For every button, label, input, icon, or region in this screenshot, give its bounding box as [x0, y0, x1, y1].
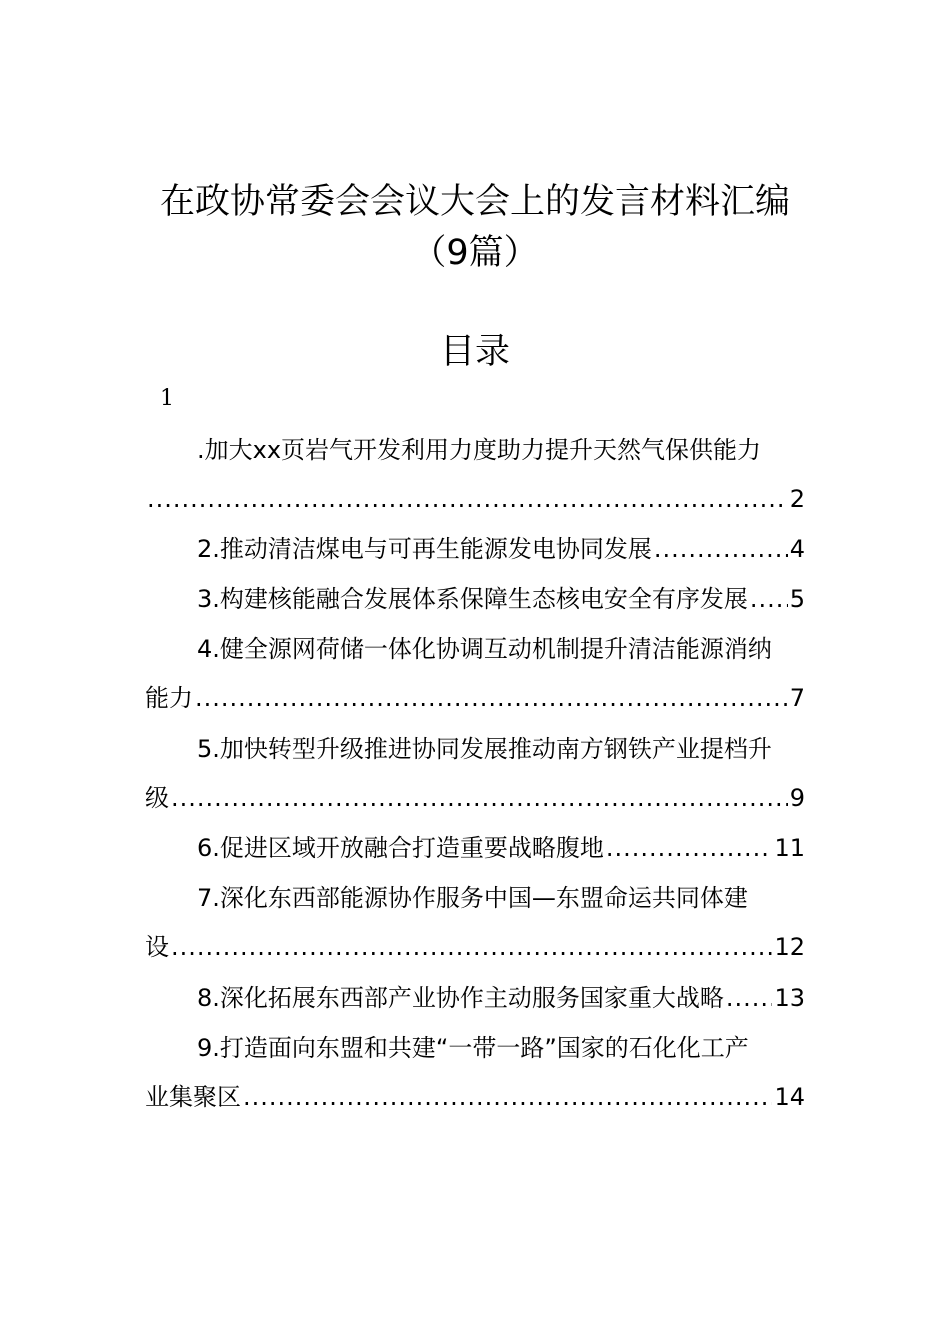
dot-leader — [171, 929, 772, 965]
dot-leader — [654, 531, 788, 567]
toc-entry-1[interactable] — [145, 432, 805, 468]
toc-entry-text-continued: 级 — [145, 784, 169, 812]
toc-entry-text: 4.健全源网荷储一体化协调互动机制提升清洁能源消纳 — [197, 635, 772, 663]
toc-page-number: 7 — [789, 684, 805, 712]
toc-page-number: 5 — [789, 585, 805, 613]
toc-page-number: 2 — [789, 485, 805, 513]
dot-leader — [171, 780, 788, 816]
toc-page-number: 4 — [789, 535, 805, 563]
toc-entry-9[interactable] — [145, 1030, 805, 1066]
toc-entry-5-continuation[interactable] — [145, 780, 805, 816]
toc-entry-6[interactable] — [145, 830, 805, 866]
toc-entry-9-continuation[interactable] — [145, 1079, 805, 1115]
document-subtitle: （9篇） — [411, 233, 539, 273]
toc-entry-text: 9.打造面向东盟和共建“一带一路”国家的石化化工产 — [197, 1034, 749, 1062]
toc-entry-7-continuation[interactable] — [145, 929, 805, 965]
dot-leader — [606, 830, 773, 866]
dot-leader — [726, 980, 773, 1016]
stray-page-number: 1 — [160, 386, 174, 411]
toc-page-number: 9 — [789, 784, 805, 812]
toc-entry-3[interactable] — [145, 581, 805, 617]
toc-entry-4-continuation[interactable] — [145, 680, 805, 716]
dot-leader — [243, 1079, 772, 1115]
toc-page-number: 12 — [774, 933, 805, 961]
toc-entry-5[interactable] — [145, 731, 805, 767]
toc-page-number: 13 — [774, 984, 805, 1012]
dot-leader — [195, 680, 788, 716]
toc-entry-text: 7.深化东西部能源协作服务中国—东盟命运共同体建 — [197, 884, 748, 912]
toc-heading: 目录 — [439, 332, 510, 372]
toc-entry-text: 5.加快转型升级推进协同发展推动南方钢铁产业提档升 — [197, 735, 772, 763]
toc-entry-1-continuation[interactable] — [145, 481, 805, 517]
toc-entry-text: .加大xx页岩气开发利用力度助力提升天然气保供能力 — [197, 436, 762, 464]
toc-page-number: 11 — [774, 834, 805, 862]
toc-entry-8[interactable] — [145, 980, 805, 1016]
toc-entry-text: 3.构建核能融合发展体系保障生态核电安全有序发展 — [197, 585, 748, 613]
toc-entry-text: 6.促进区域开放融合打造重要战略腹地 — [197, 834, 604, 862]
dot-leader — [750, 581, 788, 617]
toc-entry-2[interactable] — [145, 531, 805, 567]
toc-entry-7[interactable] — [145, 880, 805, 916]
toc-entry-text: 2.推动清洁煤电与可再生能源发电协同发展 — [197, 535, 652, 563]
dot-leader — [147, 481, 788, 517]
toc-entry-4[interactable] — [145, 631, 805, 667]
toc-page-number: 14 — [774, 1083, 805, 1111]
toc-entry-text-continued: 业集聚区 — [145, 1083, 241, 1111]
toc-entry-text: 8.深化拓展东西部产业协作主动服务国家重大战略 — [197, 984, 724, 1012]
toc-entry-text-continued: 设 — [145, 933, 169, 961]
toc-entry-text-continued: 能力 — [145, 684, 193, 712]
document-title: 在政协常委会会议大会上的发言材料汇编 — [159, 182, 790, 222]
